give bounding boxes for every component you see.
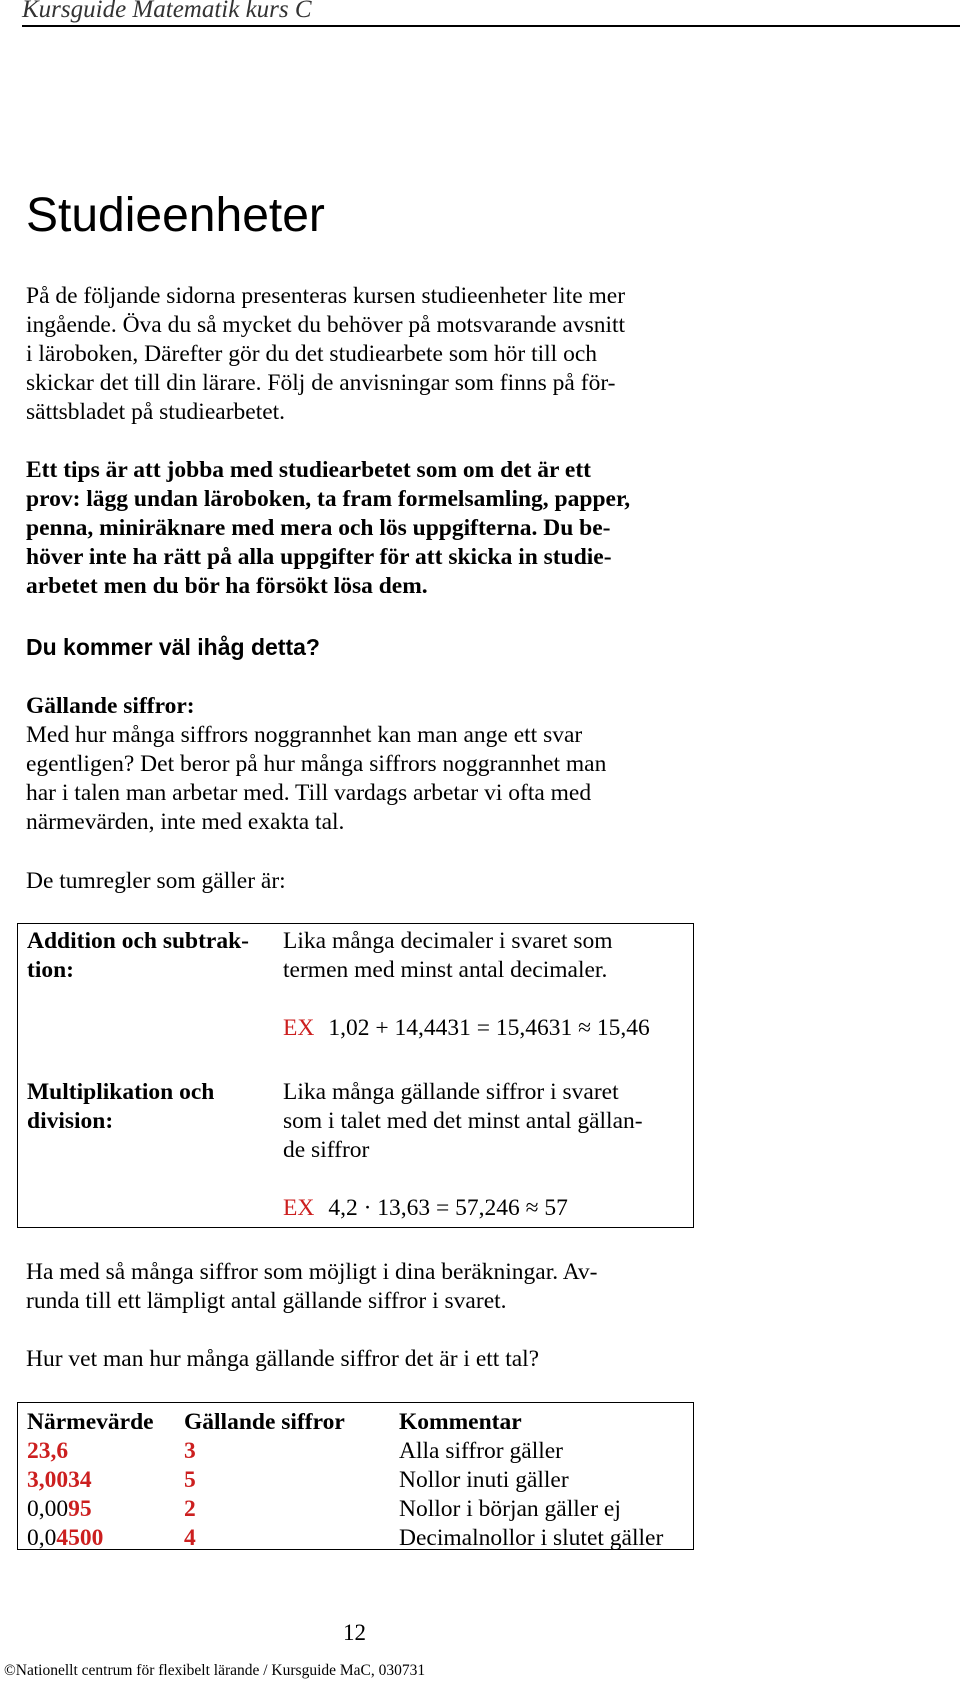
table-header-value: Närmevärde	[27, 1409, 154, 1435]
significant-text: Med hur många siffrors noggrannhet kan man ange ett svar egentligen? Det beror på hur många siffrors noggrannhet man har i talen man arbetar med. Till vardags arbetar vi ofta med närmevärden, inte med exakta tal.	[26, 722, 607, 835]
question-text: Hur vet man hur många gällande siffror det är i ett tal?	[26, 1346, 540, 1372]
tips-paragraph: Ett tips är att jobba med studiearbetet som om det är ett prov: lägg undan läroboken, ta fram formelsamling, papper, penna, miniräknare med mera och lös uppgifterna. Du be- höver inte ha rätt på alla uppgifter för att skicka in studie- arbetet men du bör ha försökt lösa dem.	[26, 457, 631, 599]
example-multiplication	[283, 1194, 568, 1223]
table-row-count: 2	[184, 1496, 196, 1522]
running-header: Kursguide Matematik kurs C	[22, 0, 312, 23]
significant-heading: Gällande siffror:	[26, 693, 195, 719]
table-row-comment: Decimalnollor i slutet gäller	[399, 1525, 664, 1551]
rules-box	[17, 923, 694, 1228]
table-row-comment: Nollor inuti gäller	[399, 1467, 569, 1493]
table-row-value: 0,0095	[27, 1496, 92, 1522]
page-number: 12	[343, 1620, 366, 1645]
example-addition	[283, 1014, 650, 1043]
table-row-value: 23,6	[27, 1438, 69, 1464]
example-tag: EX	[283, 1195, 315, 1221]
reminder-heading: Du kommer väl ihåg detta?	[26, 634, 320, 660]
table-row-count: 4	[184, 1525, 196, 1551]
rule-text-addition: Lika många decimaler i svaret som termen med minst antal decimaler.	[283, 928, 613, 983]
example-expression: 1,02 + 14,4431 = 15,4631 ≈ 15,46	[328, 1015, 650, 1041]
table-row-comment: Nollor i början gäller ej	[399, 1496, 621, 1522]
rule-label-addition: Addition och subtrak- tion:	[27, 928, 249, 983]
table-header-count: Gällande siffror	[184, 1409, 345, 1435]
rule-text-multiplication: Lika många gällande siffror i svaret som i talet med det minst antal gällan- de siffror	[283, 1079, 643, 1163]
intro-paragraph: På de följande sidorna presenteras kursen studieenheter lite mer ingående. Öva du så mycket du behöver på motsvarande avsnitt i läroboken, Därefter gör du det studiearbete som hör till och skickar det till din lärare. Följ de anvisningar som finns på för- sättsbladet på studiearbetet.	[26, 283, 626, 425]
header-rule	[22, 25, 960, 27]
page-title: Studieenheter	[26, 189, 325, 242]
rule-label-multiplication: Multiplikation och division:	[27, 1079, 215, 1134]
example-expression: 4,2 · 13,63 = 57,246 ≈ 57	[328, 1195, 568, 1221]
example-tag: EX	[283, 1015, 315, 1041]
table-row-count: 3	[184, 1438, 196, 1464]
rules-intro: De tumregler som gäller är:	[26, 868, 286, 894]
table-row-comment: Alla siffror gäller	[399, 1438, 564, 1464]
table-row-count: 5	[184, 1467, 196, 1493]
table-header-comment: Kommentar	[399, 1409, 522, 1435]
table-row-value: 3,0034	[27, 1467, 92, 1493]
footer-copyright: ©Nationellt centrum för flexibelt lärande / Kursguide MaC, 030731	[4, 1662, 426, 1679]
sigfig-table	[17, 1402, 694, 1550]
table-row-value: 0,04500	[27, 1525, 104, 1551]
after-rules-paragraph: Ha med så många siffror som möjligt i dina beräkningar. Av- runda till ett lämpligt antal gällande siffror i svaret.	[26, 1259, 598, 1314]
